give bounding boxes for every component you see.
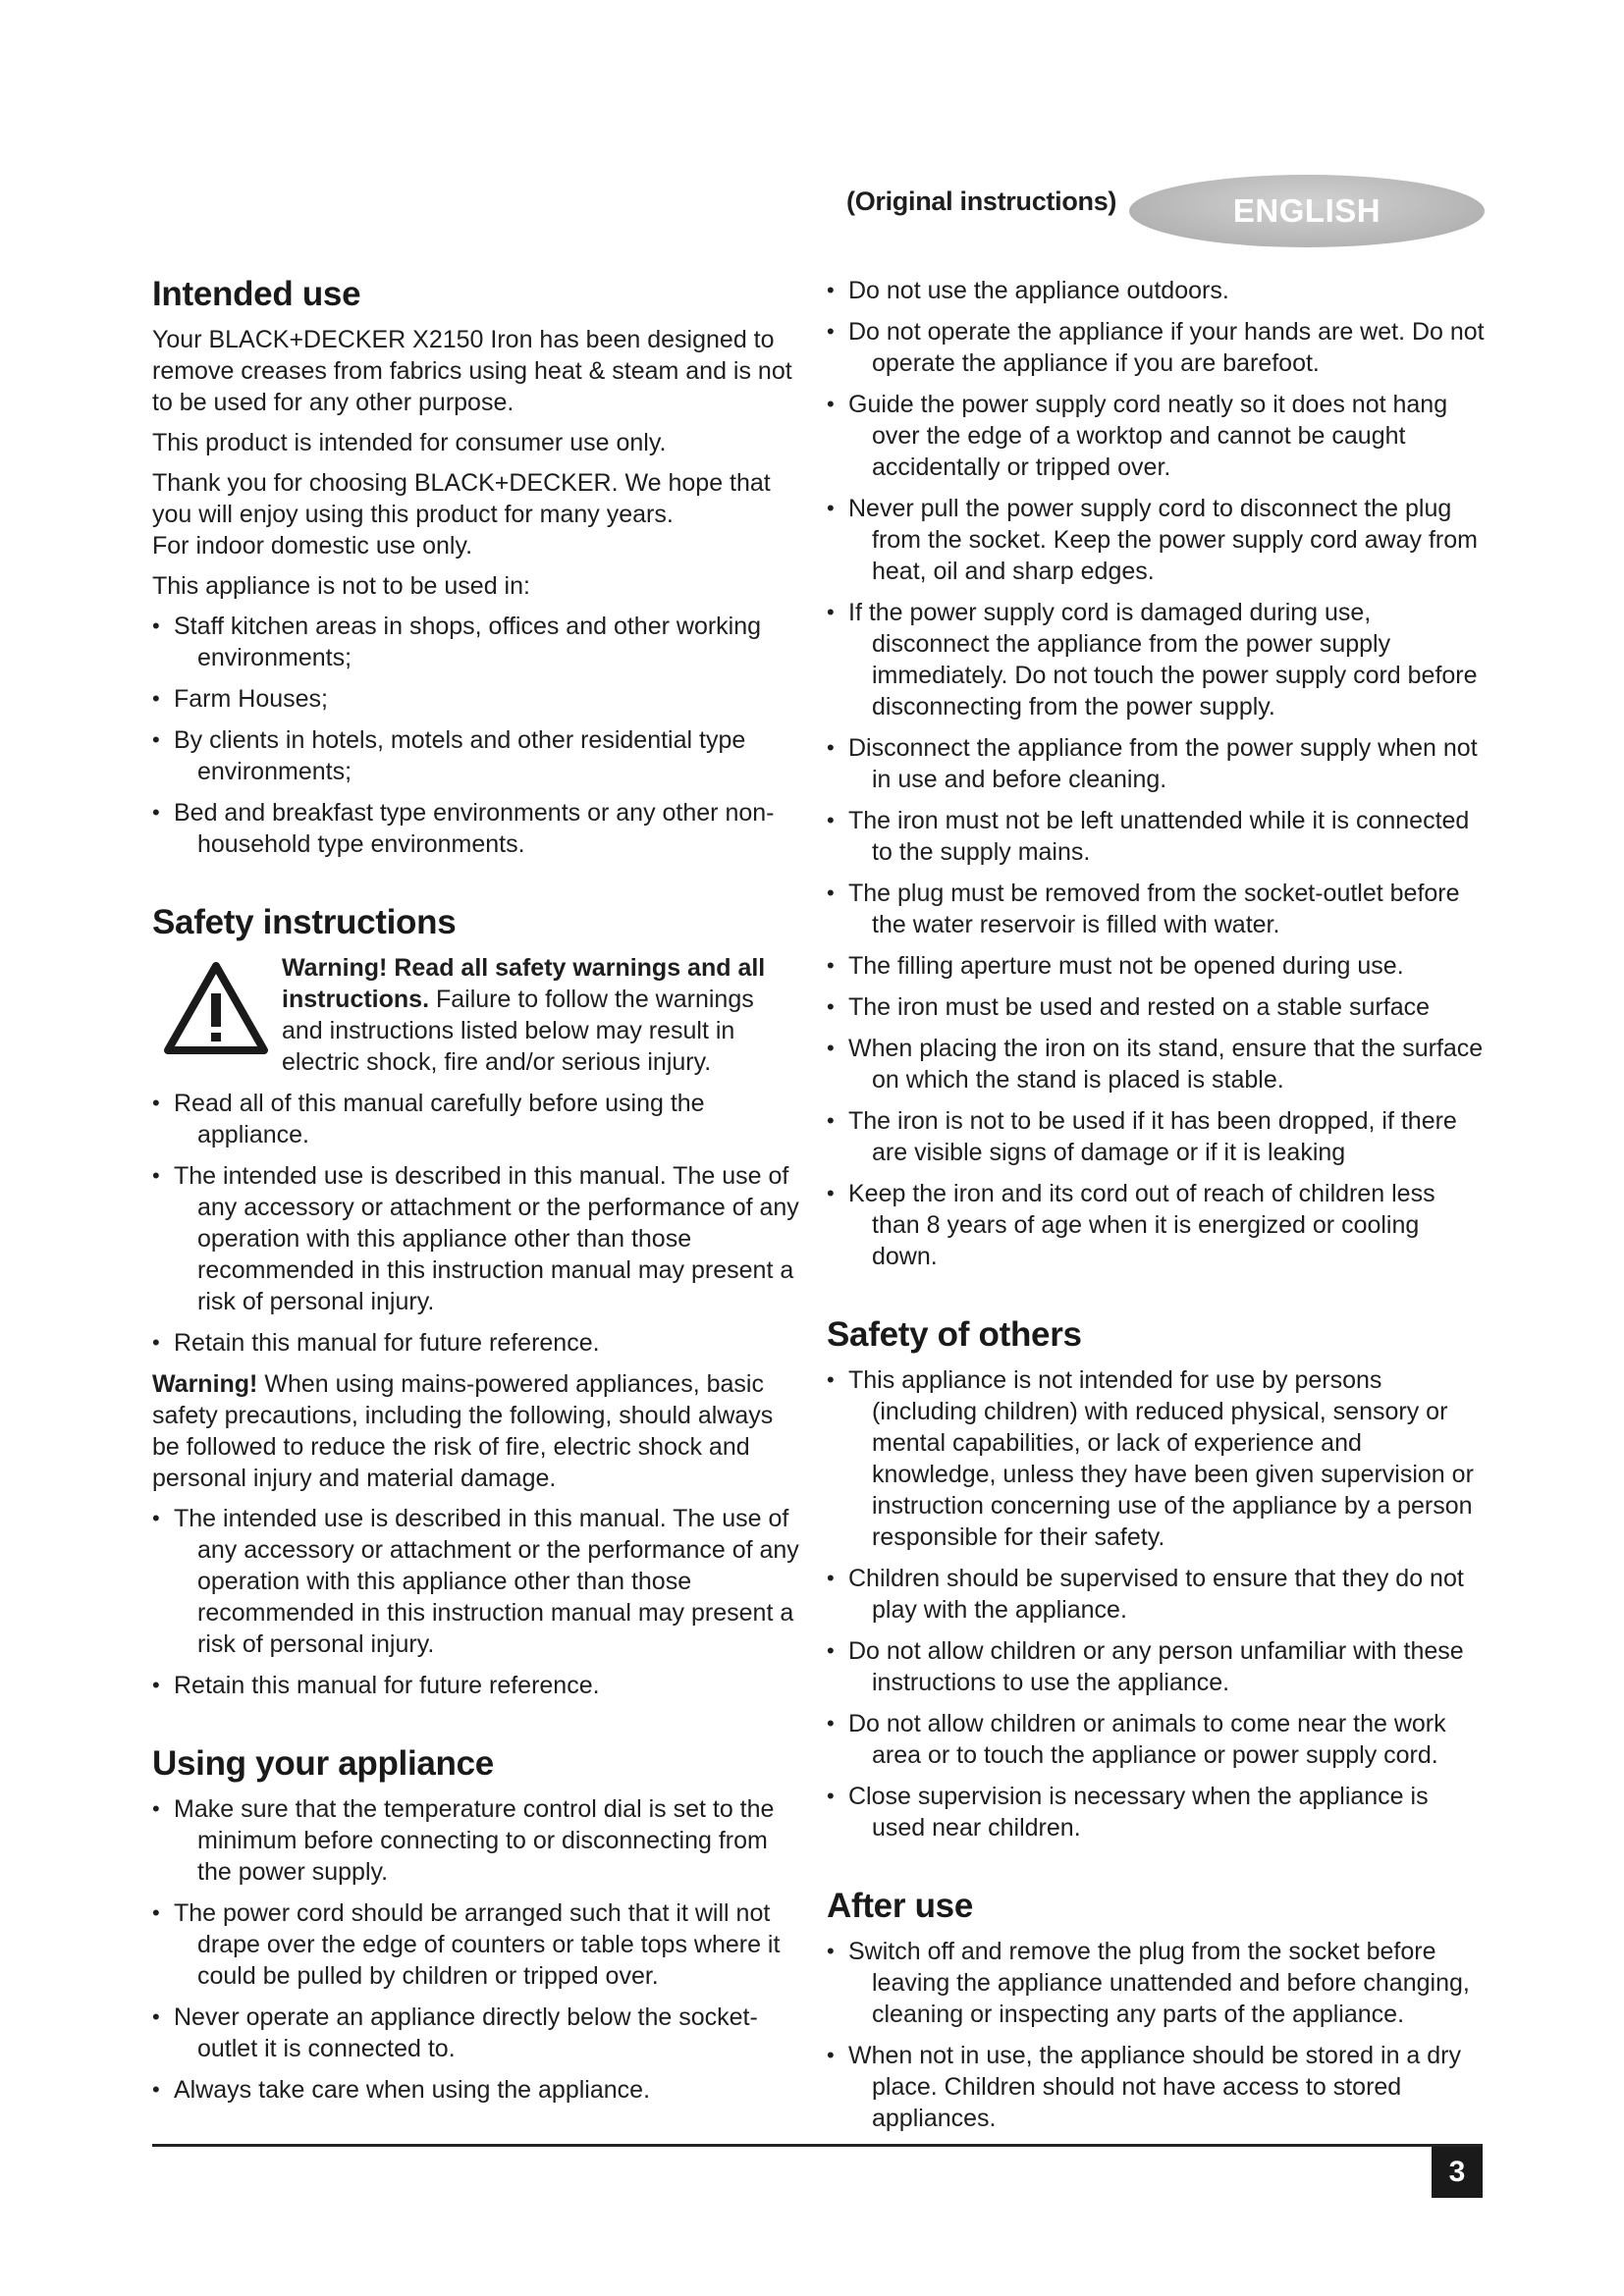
list-item: • This appliance is not intended for use by persons (including children) with reduced physical, sensory or mental capabilities, or lack of experience and knowledge, unless they have been given supervision or instruction concerning use of the appliance by a person responsible for their safety. (827, 1364, 1485, 1553)
list-item: • Read all of this manual carefully before using the appliance. (152, 1088, 800, 1150)
footer-divider (152, 2144, 1483, 2147)
list-item: • Farm Houses; (152, 683, 800, 715)
list-item: • Keep the iron and its cord out of reach of children less than 8 years of age when it is energized or cooling down. (827, 1178, 1485, 1272)
list-item: • Retain this manual for future reference. (152, 1670, 800, 1701)
list-item: • Never operate an appliance directly below the socket-outlet it is connected to. (152, 2002, 800, 2064)
using-appliance-heading: Using your appliance (152, 1744, 494, 1783)
warning-paragraph (152, 1368, 800, 1494)
list-item: • The iron is not to be used if it has been dropped, if there are visible signs of damage or if it is leaking (827, 1105, 1485, 1168)
others-list (827, 1364, 1485, 1843)
right-column (827, 275, 1485, 2144)
paragraph: Your BLACK+DECKER X2150 Iron has been designed to remove creases from fabrics using heat & steam and is not to be used for any other purpose. (152, 326, 792, 416)
warning-text: Failure to follow the warnings and instructions listed below may result in electric shock, fire and/or serious injury. (282, 986, 754, 1076)
safety-of-others-heading: Safety of others (827, 1315, 1082, 1354)
list-item: • Do not allow children or any person unfamiliar with these instructions to use the appliance. (827, 1635, 1485, 1698)
safety-list-continued (827, 275, 1485, 1272)
list-item: • Children should be supervised to ensure that they do not play with the appliance. (827, 1563, 1485, 1626)
list-item: • Guide the power supply cord neatly so it does not hang over the edge of a worktop and cannot be caught accidentally or tripped over. (827, 389, 1485, 483)
warning-block (152, 952, 800, 1078)
using-list (152, 1793, 800, 2106)
intended-use-heading: Intended use (152, 275, 361, 313)
list-item: • The filling aperture must not be opened during use. (827, 950, 1485, 982)
list-item: • The power cord should be arranged such that it will not drape over the edge of counters or table tops where it could be pulled by children or tripped over. (152, 1897, 800, 1992)
original-instructions-label: (Original instructions) (846, 187, 1117, 216)
list-item: • When placing the iron on its stand, ensure that the surface on which the stand is placed is stable. (827, 1033, 1485, 1095)
list-item: • Bed and breakfast type environments or any other non-household type environments. (152, 797, 800, 860)
paragraph: Thank you for choosing BLACK+DECKER. We hope that you will enjoy using this product for many years. (152, 469, 771, 528)
list-item: • When not in use, the appliance should be stored in a dry place. Children should not have access to stored appliances. (827, 2040, 1485, 2134)
after-use-heading: After use (827, 1887, 974, 1925)
list-item: • Retain this manual for future reference. (152, 1327, 800, 1359)
safety-list (152, 1088, 800, 1359)
paragraph: This product is intended for consumer use only. (152, 429, 667, 456)
list-item: • The intended use is described in this manual. The use of any accessory or attachment or the performance of any operation with this appliance other than those recommended in this instruction manual may present a risk of personal injury. (152, 1160, 800, 1317)
warning-bold-text: Warning! Read all safety warnings and all instructions. (282, 954, 766, 1013)
list-item: • Close supervision is necessary when the appliance is used near children. (827, 1781, 1485, 1843)
list-item: • The intended use is described in this manual. The use of any accessory or attachment or the performance of any operation with this appliance other than those recommended in this instruction manual may present a risk of personal injury. (152, 1503, 800, 1660)
safety-list-2 (152, 1503, 800, 1701)
list-item: • Never pull the power supply cord to disconnect the plug from the socket. Keep the power supply cord away from heat, oil and sharp edges. (827, 493, 1485, 587)
list-item: • Staff kitchen areas in shops, offices and other working environments; (152, 611, 800, 673)
list-item: • Do not allow children or animals to come near the work area or to touch the appliance or power supply cord. (827, 1708, 1485, 1771)
list-item: • Make sure that the temperature control dial is set to the minimum before connecting to or disconnecting from the power supply. (152, 1793, 800, 1888)
paragraph: This appliance is not to be used in: (152, 572, 530, 600)
list-item: • Switch off and remove the plug from the socket before leaving the appliance unattended and before changing, cleaning or inspecting any parts of the appliance. (827, 1936, 1485, 2030)
page-number: 3 (1432, 2147, 1483, 2198)
list-item: • The iron must be used and rested on a stable surface (827, 991, 1485, 1023)
safety-instructions-heading: Safety instructions (152, 903, 457, 941)
not-used-in-list (152, 611, 800, 860)
list-item: • Do not operate the appliance if your hands are wet. Do not operate the appliance if you are barefoot. (827, 316, 1485, 379)
list-item: • The iron must not be left unattended while it is connected to the supply mains. (827, 805, 1485, 868)
warning2-bold-text: Warning! (152, 1370, 258, 1398)
left-column (152, 275, 800, 2115)
language-label: ENGLISH (1232, 192, 1381, 229)
list-item: • The plug must be removed from the socket-outlet before the water reservoir is filled with water. (827, 878, 1485, 940)
language-badge (1129, 175, 1485, 247)
after-use-list (827, 1936, 1485, 2134)
list-item: • If the power supply cord is damaged during use, disconnect the appliance from the power supply immediately. Do not touch the power supply cord before disconnecting from the power supply. (827, 597, 1485, 722)
warning-triangle-icon (162, 960, 270, 1056)
list-item: • Do not use the appliance outdoors. (827, 275, 1485, 306)
list-item: • Disconnect the appliance from the power supply when not in use and before cleaning. (827, 732, 1485, 795)
paragraph: For indoor domestic use only. (152, 532, 473, 560)
list-item: • By clients in hotels, motels and other residential type environments; (152, 724, 800, 787)
list-item: • Always take care when using the appliance. (152, 2074, 800, 2106)
warning2-text: When using mains-powered appliances, basic safety precautions, including the following, should always be followed to reduce the risk of fire, electric shock and personal injury and material damage. (152, 1370, 774, 1492)
